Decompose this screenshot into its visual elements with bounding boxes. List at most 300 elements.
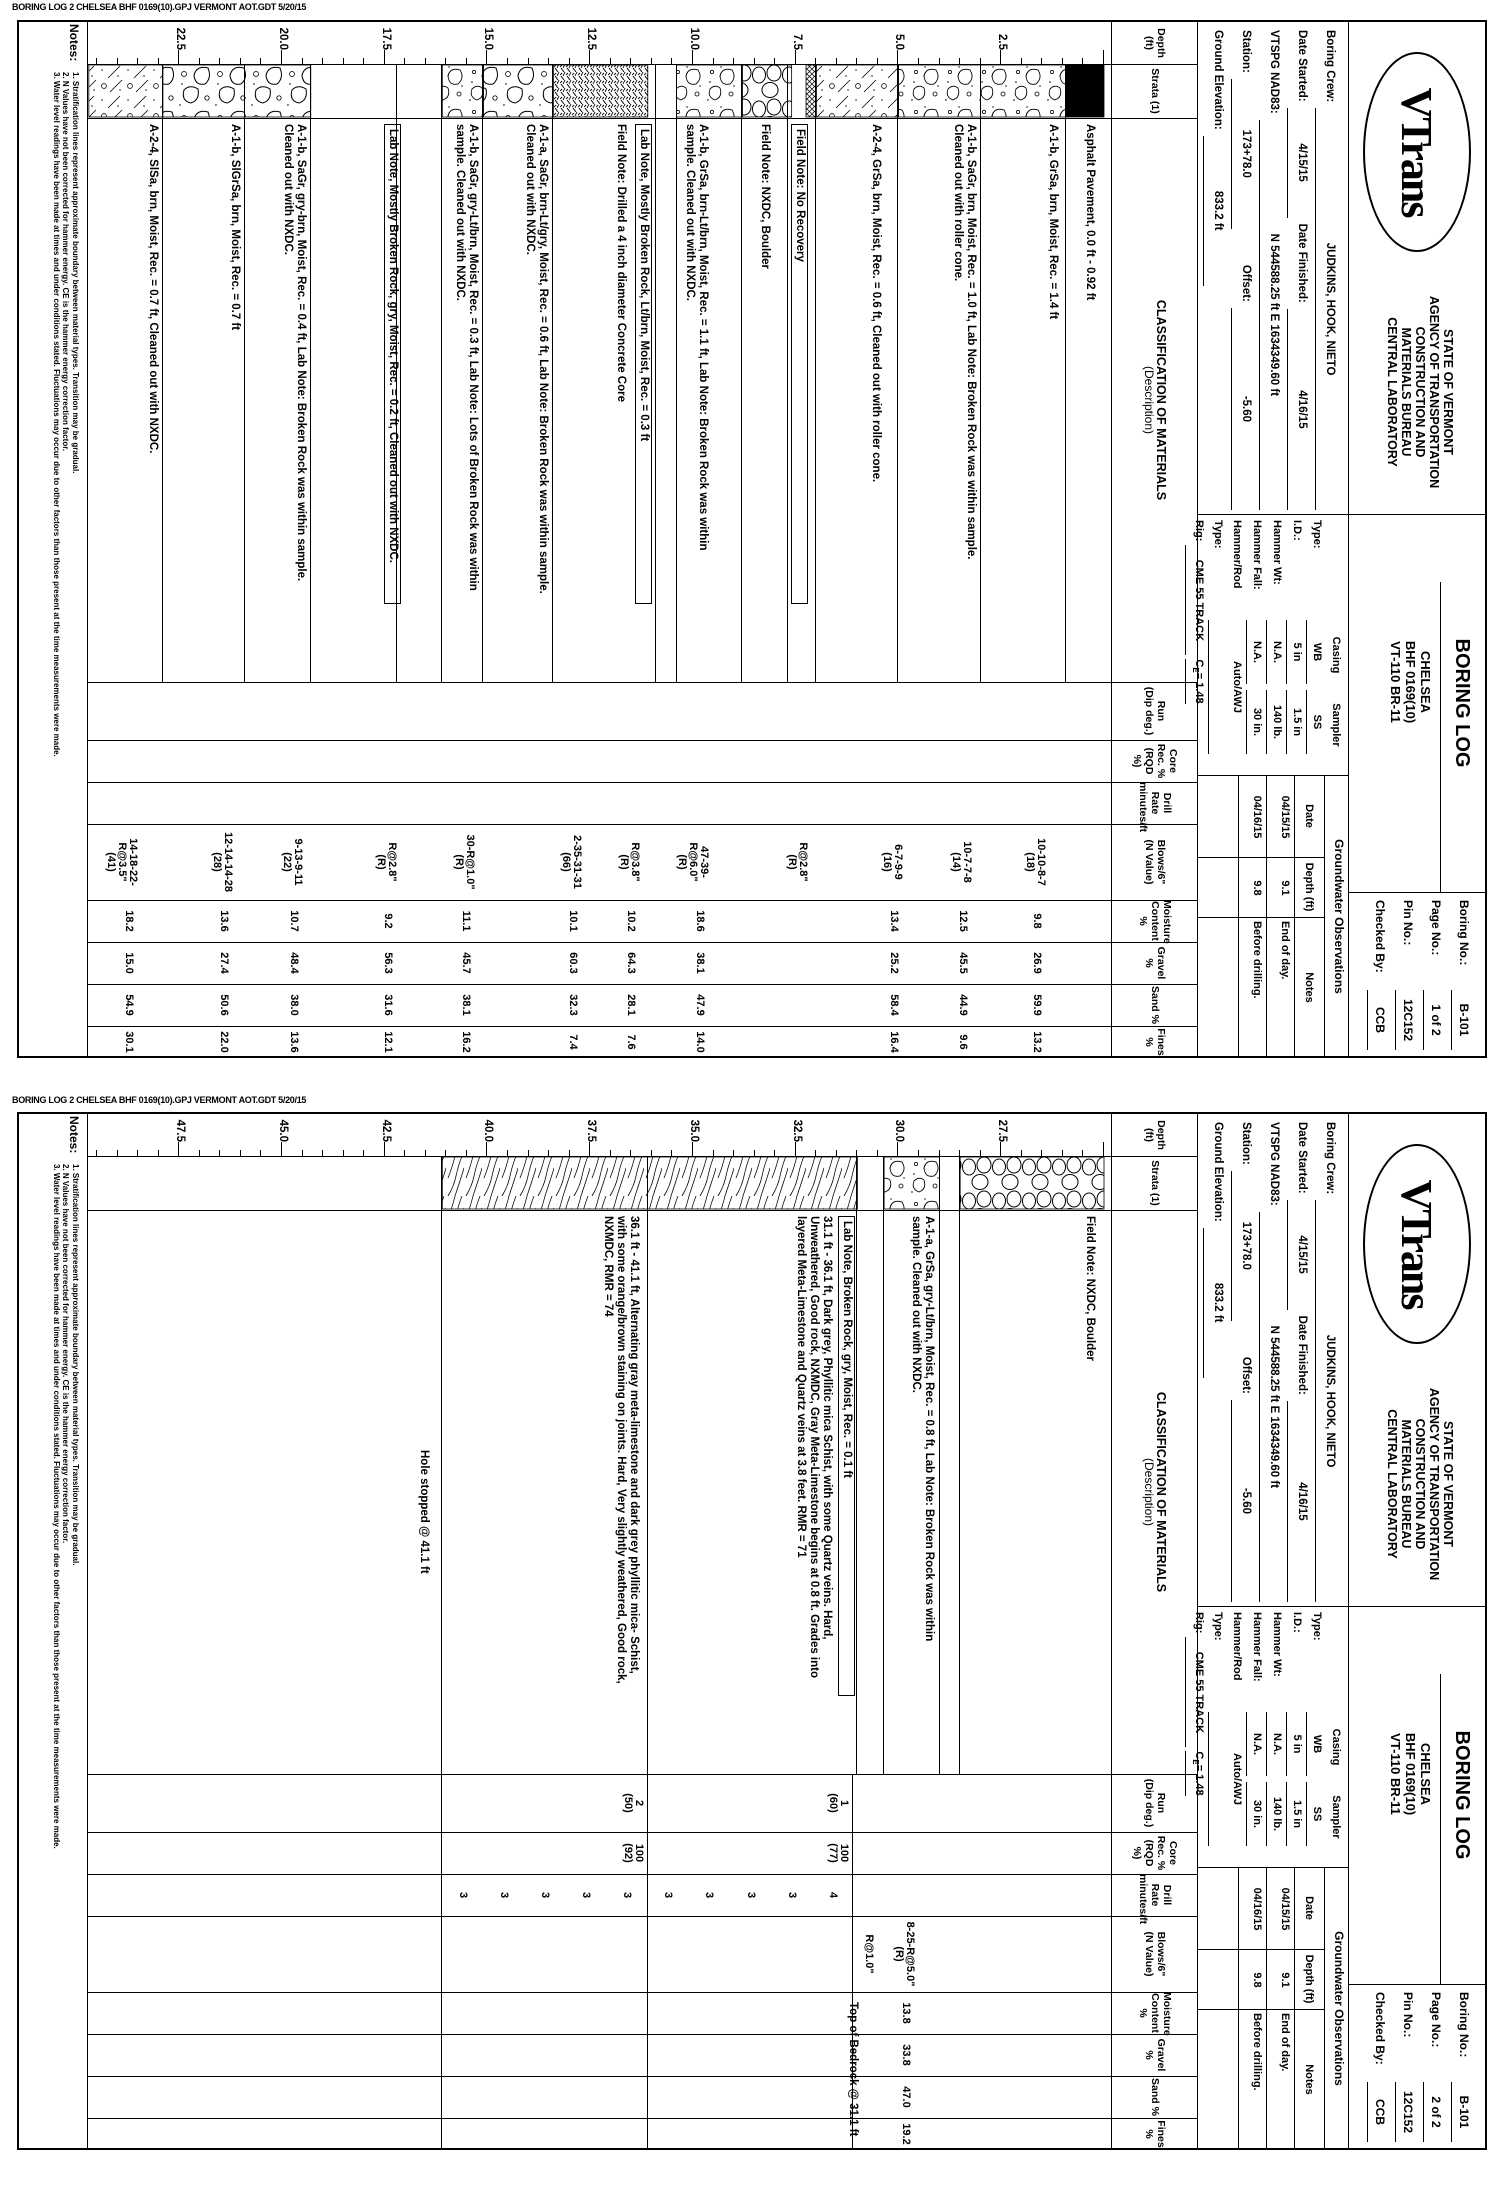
fines-value: 22.0 bbox=[217, 1031, 230, 1053]
boring-log-title: BORING LOG bbox=[1451, 638, 1473, 768]
gravel-value: 64.3 bbox=[624, 952, 637, 974]
top-of-bedrock-note: Top of Bedrock @ 31.1 ft bbox=[847, 2002, 860, 2137]
offset-label: Offset: bbox=[1240, 264, 1252, 302]
rule-line bbox=[88, 1916, 1198, 1917]
blows-value bbox=[1024, 828, 1046, 896]
material-description: Field Note: NXDC, Boulder bbox=[759, 124, 772, 270]
rule-line bbox=[1198, 1606, 1485, 1607]
boring-crew-value: JUDKINS, HOOK, NIETO bbox=[1315, 1200, 1343, 1602]
depth-tick bbox=[1103, 1142, 1104, 1156]
station-row bbox=[1231, 30, 1259, 510]
column-header-blows bbox=[1113, 1916, 1197, 1992]
project-block bbox=[1353, 582, 1433, 782]
n-value: (41) bbox=[105, 852, 118, 872]
equipment-label: I.D.: bbox=[1291, 1612, 1303, 1633]
depth-tick bbox=[1103, 50, 1104, 64]
material-description: A-1-b, SaGr, gry-brn, Moist, Rec. = 0.4 ft, Lab Note: Broken Rock was within sample. Cleaned out with NXDC. bbox=[281, 124, 307, 582]
column-header-line: (ft) bbox=[1143, 1128, 1155, 1142]
equipment-label: Type: bbox=[1311, 1612, 1323, 1641]
depth-tick bbox=[487, 1142, 488, 1156]
n-value: (66) bbox=[560, 852, 573, 872]
sampler-header: Sampler bbox=[1330, 703, 1342, 747]
drill-rate-value: 3 bbox=[703, 1891, 716, 1899]
depth-label: 7.5 bbox=[790, 34, 803, 50]
column-header-line: minutes/ft bbox=[1137, 782, 1149, 833]
n-value: (R) bbox=[892, 1946, 905, 1962]
depth-label: 30.0 bbox=[893, 1119, 906, 1142]
groundwater-depth: 9.1 bbox=[1279, 880, 1291, 896]
rod-type-row bbox=[1208, 520, 1246, 770]
rule-line bbox=[1348, 1114, 1349, 2150]
column-header-sand bbox=[1113, 984, 1197, 1026]
boring-log-page-1 bbox=[17, 20, 1487, 1058]
checked-by-row bbox=[1367, 1992, 1387, 2142]
rule-line bbox=[87, 1114, 88, 2150]
date-finished-value: 4/16/15 bbox=[1287, 309, 1315, 510]
depth-label: 22.5 bbox=[174, 27, 187, 50]
fines-value: 13.2 bbox=[1031, 1031, 1044, 1053]
date-started-label: Date Started: bbox=[1296, 30, 1308, 102]
rule-line bbox=[1348, 22, 1349, 1058]
sampler-value: 30 in. bbox=[1246, 1782, 1266, 1846]
project-line: VT-110 BR-11 bbox=[1388, 641, 1403, 723]
project-block bbox=[1353, 1674, 1433, 1874]
depth-tick bbox=[795, 50, 796, 64]
casing-value: 5 in bbox=[1286, 1712, 1306, 1776]
ce-subscript: E bbox=[1190, 1759, 1200, 1765]
blows-value bbox=[863, 1920, 874, 1988]
gravel-value: 38.1 bbox=[694, 952, 707, 974]
rod-type-value: Auto/AWJ bbox=[1208, 1712, 1246, 1846]
depth-tick bbox=[692, 50, 693, 64]
column-header-run bbox=[1113, 1774, 1197, 1832]
blows-value bbox=[786, 828, 808, 896]
blows-value bbox=[618, 828, 640, 896]
run-boundary-line bbox=[647, 1774, 648, 2150]
equipment-row bbox=[1246, 520, 1266, 770]
blow-counts: R@3.8" bbox=[628, 842, 641, 882]
rule-line bbox=[88, 1874, 1198, 1875]
depth-tick bbox=[178, 50, 179, 64]
moisture-value: 12.5 bbox=[957, 910, 970, 932]
rod-type-value: Auto/AWJ bbox=[1208, 620, 1246, 754]
rule-line bbox=[88, 782, 1198, 783]
field-value: CCB bbox=[1367, 2082, 1387, 2142]
note-line: 2. N Values have not been corrected for hammer energy. CE is the hammer energy correction factor. bbox=[61, 72, 71, 452]
equipment-row bbox=[1306, 1612, 1326, 1862]
vtspg-label: VTSPG NAD83: bbox=[1268, 1122, 1280, 1206]
dip-degrees: (60) bbox=[827, 1793, 840, 1813]
blow-counts: R@2.8" bbox=[797, 842, 810, 882]
column-header-line: Moisture bbox=[1161, 900, 1173, 944]
column-header-line: Depth bbox=[1155, 1120, 1167, 1150]
column-header-fines bbox=[1113, 2118, 1197, 2150]
agency-line: CENTRAL LABORATORY bbox=[1385, 317, 1399, 467]
groundwater-column-header: Date bbox=[1303, 804, 1315, 828]
equipment-header bbox=[1326, 520, 1345, 770]
offset-value: -5.60 bbox=[1231, 308, 1259, 510]
moisture-value: 13.4 bbox=[887, 910, 900, 932]
blows-value bbox=[211, 828, 233, 896]
core-recovery: 100 bbox=[632, 1843, 645, 1863]
n-value: (R) bbox=[676, 854, 689, 870]
blow-counts: 10-7-7-8 bbox=[961, 841, 974, 883]
column-header-line: Sand % bbox=[1149, 986, 1161, 1024]
boring-log-title: BORING LOG bbox=[1451, 1730, 1473, 1860]
strata-gravel bbox=[442, 65, 483, 117]
rule-line bbox=[1111, 22, 1112, 1058]
casing-header: Casing bbox=[1330, 636, 1342, 674]
gravel-value: 33.8 bbox=[899, 2044, 912, 2066]
column-header-moisture bbox=[1113, 1992, 1197, 2034]
boring-info-block bbox=[1203, 1122, 1343, 1602]
sampler-value: 1.5 in bbox=[1286, 1782, 1306, 1846]
strata-cobble bbox=[483, 65, 553, 117]
blow-counts: 12-14-14-28 bbox=[221, 832, 234, 892]
strata-sand bbox=[816, 65, 898, 117]
groundwater-notes: Before drilling. bbox=[1251, 921, 1263, 999]
run-number: 2 bbox=[632, 1799, 645, 1807]
column-header-line: Blows/6" bbox=[1155, 839, 1167, 885]
sand-value: 58.4 bbox=[887, 994, 900, 1016]
strata-boundary-line bbox=[647, 1156, 648, 1774]
gravel-value: 25.2 bbox=[887, 952, 900, 974]
material-description: A-1-b, SaGr, gry-Lt/brn, Moist, Rec. = 0.3 ft, Lab Note: Lots of Broken Rock was within sample. Cleaned out with NXDC. bbox=[454, 124, 480, 591]
dates-row bbox=[1287, 1122, 1315, 1602]
project-line: VT-110 BR-11 bbox=[1388, 1733, 1403, 1815]
column-header-classification bbox=[1113, 1210, 1197, 1774]
page-no-row bbox=[1423, 1992, 1443, 2142]
spacer bbox=[1326, 520, 1345, 620]
blow-counts: 9-13-9-11 bbox=[291, 838, 304, 886]
column-header-run bbox=[1113, 682, 1197, 740]
groundwater-notes: Before drilling. bbox=[1251, 2013, 1263, 2091]
depth-tick bbox=[281, 50, 282, 64]
column-header-core-rec bbox=[1113, 740, 1197, 782]
column-header-line: (N Value) bbox=[1143, 1931, 1155, 1977]
boring-crew-row bbox=[1315, 1122, 1343, 1602]
agency-line: STATE OF VERMONT bbox=[1441, 329, 1455, 455]
column-header-line: Core Rec. % bbox=[1155, 743, 1179, 779]
strata-gravel bbox=[677, 65, 743, 117]
date-started-value: 4/15/15 bbox=[1287, 1200, 1315, 1310]
field-label: Checked By: bbox=[1373, 1992, 1387, 2065]
column-header-fines bbox=[1113, 1026, 1197, 1058]
material-description: A-1-b, GrSa, brn-Lt/brn, Moist, Rec. = 1.1 ft, Lab Note: Broken Rock was within sample. Cleaned out with NXDC. bbox=[684, 124, 710, 551]
strata-schist bbox=[442, 1157, 857, 1209]
depth-tick bbox=[384, 1142, 385, 1156]
core-recovery-value bbox=[622, 1832, 644, 1874]
strata-boundary-line bbox=[310, 64, 311, 682]
equipment-header bbox=[1326, 1612, 1345, 1862]
gravel-value: 56.3 bbox=[382, 952, 395, 974]
groundwater-column-header: Depth (ft) bbox=[1303, 862, 1315, 912]
elevation-row bbox=[1203, 1122, 1231, 1602]
depth-label: 2.5 bbox=[996, 34, 1009, 50]
depth-label: 15.0 bbox=[482, 27, 495, 50]
boring-crew-label: Boring Crew: bbox=[1324, 1122, 1336, 1195]
column-header-depth bbox=[1113, 1114, 1197, 1156]
equipment-label: Hammer Wt: bbox=[1271, 1612, 1283, 1677]
strata-boundary-line bbox=[162, 64, 163, 682]
groundwater-column-header: Notes bbox=[1303, 2064, 1315, 2095]
date-finished-label: Date Finished: bbox=[1296, 223, 1308, 303]
drill-rate-value: 3 bbox=[539, 1891, 552, 1899]
fines-value: 19.2 bbox=[899, 2123, 912, 2145]
field-value: B-101 bbox=[1451, 990, 1471, 1050]
ce-label: C bbox=[1193, 659, 1205, 668]
sampler-value: 1.5 in bbox=[1286, 690, 1306, 754]
sand-value: 44.9 bbox=[957, 994, 970, 1016]
column-header-line: Drill Rate bbox=[1149, 791, 1173, 815]
blow-counts: R@1.0" bbox=[862, 1934, 875, 1974]
boring-log-page-2 bbox=[17, 1112, 1487, 2150]
equipment-label: Type: bbox=[1311, 520, 1323, 549]
field-value: 12C152 bbox=[1395, 990, 1415, 1050]
column-header-strata bbox=[1113, 1156, 1197, 1210]
material-description: A-1-b, SaGr, brn, Moist, Rec. = 1.0 ft, Lab Note: Broken Rock was within sample. Cleaned out with roller cone. bbox=[951, 124, 977, 560]
groundwater-date: 04/15/15 bbox=[1279, 795, 1291, 839]
rule-line bbox=[88, 682, 1198, 683]
blow-counts: 6-7-9-9 bbox=[891, 844, 904, 880]
field-value: 1 of 2 bbox=[1423, 990, 1443, 1050]
note-line: 1. Stratification lines represent approximate boundary between material types. Transition may be gradual. bbox=[71, 72, 80, 474]
notes-label: Notes: bbox=[67, 24, 81, 62]
moisture-value: 13.8 bbox=[899, 2002, 912, 2024]
run-number: 1 bbox=[838, 1799, 851, 1807]
casing-value: 5 in bbox=[1286, 620, 1306, 684]
sand-value: 54.9 bbox=[123, 994, 136, 1016]
material-description: Field Note: No Recovery bbox=[791, 124, 808, 604]
station-label: Station: bbox=[1240, 30, 1252, 73]
groundwater-title: Groundwater Observations bbox=[1332, 839, 1346, 994]
rule-line bbox=[88, 824, 1198, 825]
column-header-line: Sand % bbox=[1149, 2078, 1161, 2116]
run-value bbox=[622, 1774, 644, 1832]
material-description: A-2-4, SlSa, brn, Moist, Rec. = 0.7 ft, Cleaned out with NXDC. bbox=[146, 124, 159, 454]
boring-crew-label: Boring Crew: bbox=[1324, 30, 1336, 103]
rule-line bbox=[88, 2118, 1198, 2119]
strata-gravel bbox=[899, 65, 1067, 117]
material-description: Field Note: Drilled a 4 inch diameter Concrete Core bbox=[615, 124, 628, 402]
gravel-value: 27.4 bbox=[217, 952, 230, 974]
field-value: 12C152 bbox=[1395, 2082, 1415, 2142]
coordinates-row bbox=[1259, 1122, 1287, 1602]
equipment-row bbox=[1306, 520, 1326, 770]
sand-value: 59.9 bbox=[1031, 994, 1044, 1016]
rule-line bbox=[1111, 1114, 1112, 2150]
strata-boundary-line bbox=[655, 64, 656, 682]
material-description: A-1-b, SlGrSa, brn, Moist, Rec. = 0.7 ft bbox=[228, 124, 241, 331]
gravel-value: 26.9 bbox=[1031, 952, 1044, 974]
column-header-line: Depth bbox=[1155, 28, 1167, 58]
column-header-drill-rate bbox=[1113, 1874, 1197, 1925]
column-header-drill-rate bbox=[1113, 782, 1197, 833]
project-line: CHELSEA bbox=[1418, 1742, 1433, 1806]
depth-tick bbox=[898, 50, 899, 64]
blows-value bbox=[950, 828, 972, 896]
sand-value: 38.0 bbox=[287, 994, 300, 1016]
strata-boundary-line bbox=[741, 64, 742, 682]
fines-value: 9.6 bbox=[957, 1034, 970, 1050]
material-description: A-1-b, GrSa, brn, Moist, Rec. = 1.4 ft bbox=[1046, 124, 1059, 320]
agency-line: MATERIALS BUREAU bbox=[1399, 1419, 1413, 1549]
strata-boundary-line bbox=[939, 1156, 940, 1774]
note-line: 3. Water level readings have been made at times and under conditions stated. Fluctuations may occur due to other factors than those present at the time measurements were made. bbox=[52, 72, 61, 757]
agency-line: CONSTRUCTION AND bbox=[1413, 1418, 1427, 1550]
station-value: 173+78.0 bbox=[1231, 1171, 1259, 1321]
equipment-row bbox=[1266, 520, 1286, 770]
material-description: Field Note: NXDC, Boulder bbox=[1083, 1216, 1096, 1362]
dates-row bbox=[1287, 30, 1315, 510]
depth-label: 45.0 bbox=[277, 1119, 289, 1142]
rule-line bbox=[1440, 582, 1441, 892]
groundwater-date: 04/15/15 bbox=[1279, 1887, 1291, 1931]
field-label: Page No.: bbox=[1429, 900, 1443, 956]
material-description: A-2-4, GrSa, brn, Moist, Rec. = 0.6 ft, Cleaned out with roller cone. bbox=[870, 124, 883, 483]
pin-no-row bbox=[1395, 1992, 1415, 2142]
fines-value: 30.1 bbox=[123, 1031, 136, 1053]
rule-line bbox=[88, 1992, 1198, 1993]
depth-label: 5.0 bbox=[893, 34, 906, 50]
strata-boundary-line bbox=[980, 64, 981, 682]
ce-value: = 1.48 bbox=[1193, 672, 1205, 704]
vtrans-logo bbox=[1363, 52, 1471, 252]
strata-boundary-line bbox=[244, 64, 245, 682]
ce-subscript: E bbox=[1190, 667, 1200, 673]
blows-value bbox=[560, 828, 582, 896]
rod-type-row bbox=[1208, 1612, 1246, 1862]
strata-boundary-line bbox=[482, 64, 483, 682]
fines-value: 16.4 bbox=[887, 1031, 900, 1053]
vtrans-logo-text: VTrans bbox=[1392, 1179, 1442, 1309]
drill-rate-value: 3 bbox=[497, 1891, 510, 1899]
n-value: (R) bbox=[453, 854, 466, 870]
strata-boundary-line bbox=[883, 1156, 884, 1774]
n-value: (R) bbox=[375, 854, 388, 870]
column-header-depth bbox=[1113, 22, 1197, 64]
material-description: A-1-a, GrSa, gry-Lt/brn, Moist, Rec. = 0.8 ft, Lab Note: Broken Rock was within sample. Cleaned out with NXDC. bbox=[910, 1216, 936, 1642]
fines-value: 14.0 bbox=[694, 1031, 707, 1053]
n-value: (16) bbox=[880, 852, 893, 872]
drill-rate-value: 3 bbox=[621, 1891, 634, 1899]
moisture-value: 13.6 bbox=[217, 910, 230, 932]
dip-degrees: (50) bbox=[621, 1793, 634, 1813]
depth-tick bbox=[384, 50, 385, 64]
pin-no-row bbox=[1395, 900, 1415, 1050]
column-header-line: (RQD %) bbox=[1131, 747, 1155, 775]
strata-boundary-line bbox=[676, 64, 677, 682]
moisture-value: 9.8 bbox=[1031, 913, 1044, 929]
column-header-line: Blows/6" bbox=[1155, 1931, 1167, 1977]
groundwater-column-header: Depth (ft) bbox=[1303, 1954, 1315, 2004]
drill-rate-value: 4 bbox=[826, 1891, 839, 1899]
file-path-line: BORING LOG 2 CHELSEA BHF 0169(10).GPJ VERMONT AOT.GDT 5/20/15 bbox=[12, 2, 307, 12]
agency-line: AGENCY OF TRANSPORTATION bbox=[1427, 295, 1441, 489]
moisture-value: 18.2 bbox=[123, 910, 136, 932]
sampler-value: SS bbox=[1306, 1782, 1326, 1846]
groundwater-depth: 9.8 bbox=[1251, 1972, 1263, 1988]
sand-value: 50.6 bbox=[217, 994, 230, 1016]
offset-value: -5.60 bbox=[1231, 1400, 1259, 1602]
project-line: CHELSEA bbox=[1418, 650, 1433, 714]
material-description: 31.1 ft - 36.1 ft, Dark grey, Phyllitic mica Schist, with some Quartz veins. Hard, Unweathered, Good rock, NXMDC, Gray Meta-Limestone begins at 0.8 ft. Grades into layered Meta-Limestone and Quartz veins at 3.8 feet. RMR = 71 bbox=[794, 1216, 833, 1679]
n-value: (14) bbox=[950, 852, 963, 872]
moisture-value: 11.1 bbox=[460, 910, 473, 932]
blow-counts: 10-10-8-7 bbox=[1035, 838, 1048, 886]
column-header-line: (Dip deg.) bbox=[1143, 686, 1155, 736]
equipment-block bbox=[1190, 1612, 1345, 1862]
rule-line bbox=[1349, 892, 1485, 893]
column-header-core-rec bbox=[1113, 1832, 1197, 1874]
casing-value: N.A. bbox=[1266, 1712, 1286, 1776]
vtrans-logo bbox=[1363, 1144, 1471, 1344]
gravel-value: 15.0 bbox=[123, 952, 136, 974]
groundwater-notes: End of day. bbox=[1279, 921, 1291, 980]
column-header-strata bbox=[1113, 64, 1197, 118]
sampler-value: 30 in. bbox=[1246, 690, 1266, 754]
strata-boundary-line bbox=[959, 1156, 960, 1774]
note-line: 3. Water level readings have been made at times and under conditions stated. Fluctuations may occur due to other factors than those present at the time measurements were made. bbox=[52, 1164, 61, 1849]
equipment-label: Hammer Wt: bbox=[1271, 520, 1283, 585]
checked-by-row bbox=[1367, 900, 1387, 1050]
depth-tick bbox=[1000, 50, 1001, 64]
equipment-row bbox=[1286, 1612, 1306, 1862]
field-label: Boring No.: bbox=[1457, 1992, 1471, 2058]
depth-tick bbox=[795, 1142, 796, 1156]
strata-boundary-line bbox=[856, 1156, 857, 1774]
column-header-line: Content % bbox=[1137, 1993, 1161, 2033]
groundwater-depth: 9.1 bbox=[1279, 1972, 1291, 1988]
strata-asphalt bbox=[1066, 65, 1104, 117]
depth-label: 32.5 bbox=[790, 1119, 803, 1142]
vtspg-value: N 544588.25 ft E 1634349.60 ft bbox=[1259, 120, 1287, 510]
n-value: (R) bbox=[617, 854, 630, 870]
elevation-row bbox=[1203, 30, 1231, 510]
rule-line bbox=[88, 2034, 1198, 2035]
field-label: Pin No.: bbox=[1401, 900, 1415, 946]
groundwater-title: Groundwater Observations bbox=[1332, 1931, 1346, 2086]
page-no-row bbox=[1423, 900, 1443, 1050]
vtrans-logo-text: VTrans bbox=[1392, 87, 1442, 217]
date-started-value: 4/15/15 bbox=[1287, 108, 1315, 218]
material-description: A-1-a, SaGr, brn-Lt/gry, Moist, Rec. = 0.6 ft, Lab Note: Broken Rock was within sample. Cleaned out with NXDC. bbox=[524, 124, 550, 594]
field-label: Pin No.: bbox=[1401, 1992, 1415, 2038]
column-header-gravel bbox=[1113, 942, 1197, 984]
note-line: 2. N Values have not been corrected for hammer energy. CE is the hammer energy correction factor. bbox=[61, 1164, 71, 1544]
column-header-line: Run bbox=[1155, 1792, 1167, 1814]
material-description: Hole stopped @ 41.1 ft bbox=[417, 1450, 430, 1574]
column-header-line: Fines % bbox=[1143, 1028, 1167, 1056]
column-header-line: (Description) bbox=[1142, 1457, 1156, 1526]
depth-tick bbox=[487, 50, 488, 64]
fines-value: 7.6 bbox=[624, 1034, 637, 1050]
project-line: BHF 0169(10) bbox=[1403, 640, 1418, 724]
sampler-header: Sampler bbox=[1330, 1795, 1342, 1839]
material-description: Asphalt Pavement, 0.0 ft - 0.92 ft bbox=[1083, 124, 1096, 301]
field-label: Boring No.: bbox=[1457, 900, 1471, 966]
field-label: Checked By: bbox=[1373, 900, 1387, 973]
coordinates-row bbox=[1259, 30, 1287, 510]
material-description: Lab Note, Mostly Broken Rock, Lt/brn, Moist, Rec. = 0.3 ft bbox=[635, 124, 652, 604]
rqd: (92) bbox=[621, 1843, 634, 1863]
gravel-value: 45.7 bbox=[460, 952, 473, 974]
moisture-value: 10.7 bbox=[287, 910, 300, 932]
column-header-line: Moisture bbox=[1161, 1992, 1173, 2036]
station-label: Station: bbox=[1240, 1122, 1252, 1165]
run-value bbox=[827, 1774, 849, 1832]
gravel-value: 60.3 bbox=[567, 952, 580, 974]
